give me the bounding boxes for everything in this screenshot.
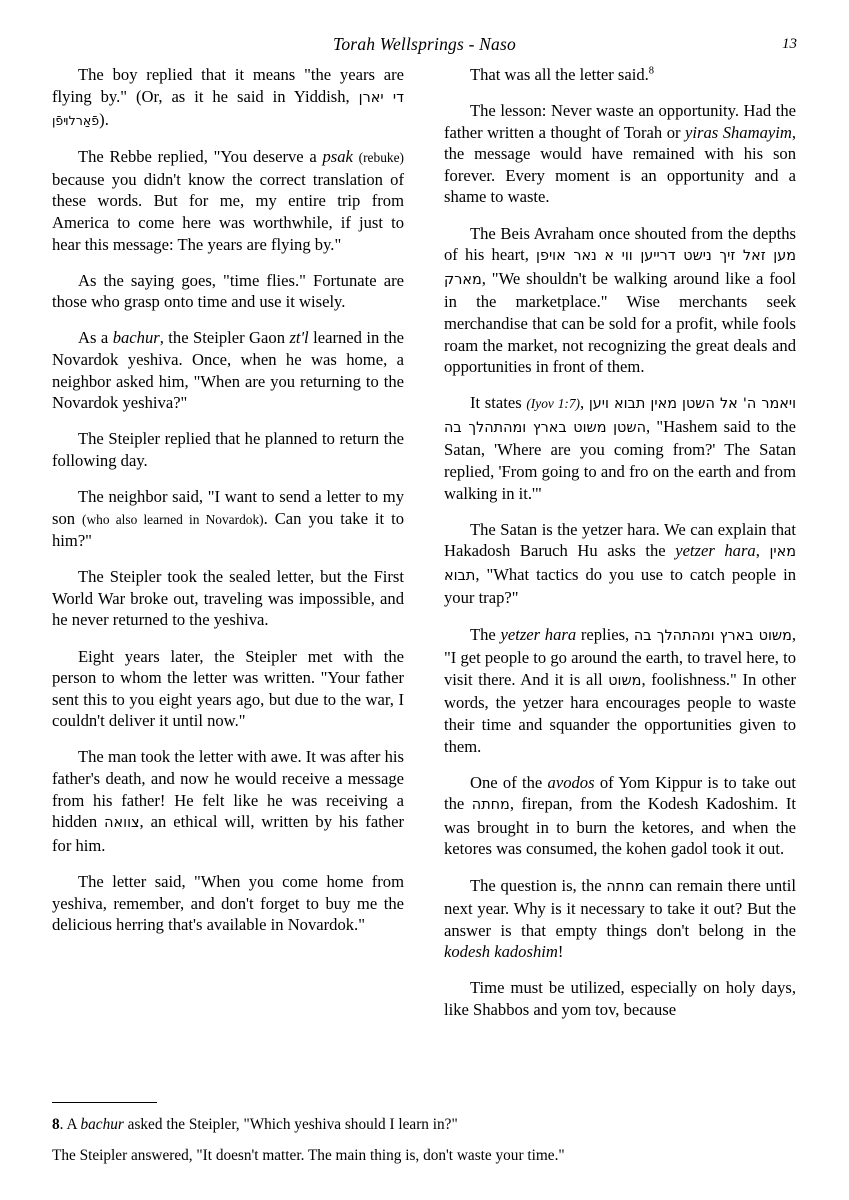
hebrew-text: מחתה: [471, 797, 510, 814]
hebrew-text: ויאמר ה' אל השטן מאין תבוא ויען השטן משוט בארץ ומהתהלך בה: [444, 396, 796, 436]
body-text: One of the: [470, 772, 548, 792]
footnote-number: 8: [52, 1116, 60, 1133]
parenthetical-text: (who also learned in Novardok): [82, 511, 264, 527]
hebrew-text: צוואה: [104, 815, 140, 832]
body-paragraph: [52, 566, 404, 631]
body-text: As the saying goes, "time flies." Fortunate are those who grasp onto time and use it wisely.: [52, 270, 404, 312]
body-text: ,: [755, 541, 770, 561]
body-text: The Steipler answered, "It doesn't matter. The main thing is, don't waste your time.": [52, 1147, 565, 1164]
emphasis-text: kodesh kadoshim: [444, 942, 558, 962]
page-header: [52, 30, 797, 64]
body-paragraph: [444, 977, 796, 1020]
body-text: , the Steipler Gaon: [159, 328, 290, 348]
body-text: Eight years later, the Steipler met with the person to whom the letter was written. "Your father sent this to you eight years ago, but due to the war, I couldn't deliver it until now.": [52, 646, 404, 731]
body-text: As a: [78, 328, 113, 348]
body-text: asked the Steipler, "Which yeshiva should I learn in?": [123, 1116, 458, 1133]
body-text: of Yom Kippur is to take out the: [444, 772, 796, 814]
parenthetical-text: (rebuke): [358, 150, 404, 166]
body-text: Time must be utilized, especially on holy days, like Shabbos and yom tov, because: [444, 978, 796, 1019]
footnote-paragraph: [52, 1115, 797, 1135]
emphasis-text: yiras Shamayim: [685, 122, 792, 142]
emphasis-text: avodos: [547, 772, 595, 792]
hebrew-text: מען זאל זיך נישט דרייען ווי א נאר אויפן מארק: [444, 248, 796, 288]
body-paragraph: [444, 875, 796, 963]
body-text: ).: [99, 110, 109, 130]
body-paragraph: [52, 146, 404, 255]
hebrew-text: משוט בארץ ומהתהלך בה: [633, 627, 792, 644]
body-paragraph: [444, 519, 796, 609]
footnote-paragraph: [52, 1146, 797, 1166]
body-text: replies,: [576, 624, 634, 644]
body-text: The Steipler replied that he planned to return the following day.: [52, 429, 404, 470]
body-text: The question is, the: [470, 875, 607, 895]
body-paragraph: [52, 486, 404, 552]
body-text: That was all the letter said.: [470, 65, 649, 84]
emphasis-text: zt'l: [289, 328, 309, 348]
body-text: . Can you take it to him?": [52, 508, 405, 551]
footnote-divider: [52, 1102, 157, 1103]
body-text: , firepan, from the Kodesh Kadoshim. It was brought in to burn the ketores, and when the ketores was consumed, the kohen gadol took it out.: [444, 794, 796, 859]
hebrew-text: משוט: [608, 672, 642, 689]
body-text: The neighbor said, "I want to send a letter to my son: [52, 487, 404, 528]
hebrew-text: מחתה: [606, 878, 645, 895]
body-columns: [52, 64, 797, 1049]
body-text: The Steipler took the sealed letter, but the First World War broke out, traveling was impossible, and he never returned to the yeshiva.: [52, 567, 404, 630]
body-text: , an ethical will, written by his father for him.: [52, 812, 405, 855]
left-column: [52, 64, 404, 1049]
body-text: learned in the Novardok yeshiva. Once, when he was home, a neighbor asked him, "When are you returning to the Novardok yeshiva?": [52, 328, 404, 413]
body-paragraph: [52, 871, 404, 936]
body-text: The: [470, 624, 501, 644]
page-number: 13: [782, 36, 797, 52]
body-text: The Satan is the yetzer hara. We can explain that Hakadosh Baruch Hu asks the: [444, 519, 796, 561]
source-citation: (Iyov 1:7): [526, 396, 581, 412]
body-text: because you didn't know the correct translation of these words. But for me, my entire trip from America to come here was worthwhile, if just to hear this message: The years are flying by.": [52, 169, 404, 254]
body-text: , "Hashem said to the Satan, 'Where are you coming from?' The Satan replied, 'From going to and fro on the earth and from walking in it.'": [444, 416, 796, 503]
emphasis-text: yetzer hara: [500, 624, 577, 644]
body-paragraph: [52, 327, 404, 413]
body-text: The boy replied that it means "the years are flying by." (Or, as it he said in Yiddish,: [52, 65, 404, 106]
body-paragraph: [52, 646, 404, 732]
hebrew-text: די יארן: [358, 89, 404, 106]
body-paragraph: [444, 223, 796, 378]
body-text: ,: [580, 393, 589, 413]
body-paragraph: [444, 64, 796, 86]
body-text: , foolishness." In other words, the yetzer hara encourages people to waste their time and squander the opportunities given to them.: [444, 669, 797, 756]
body-text: The Rebbe replied, "You deserve a: [78, 147, 323, 167]
book-title: Torah Wellsprings - Naso: [333, 34, 516, 54]
body-text: The man took the letter with awe. It was after his father's death, and now he would receive a message from his father! He felt like he was receiving a hidden: [52, 747, 404, 832]
body-paragraph: [52, 270, 404, 313]
body-text: The lesson: Never waste an opportunity. Had the father written a thought of Torah or: [444, 101, 796, 142]
body-paragraph: [444, 772, 796, 860]
body-paragraph: [444, 624, 796, 758]
body-text: , the message would have remained with his son forever. Every moment is an opportunity and a shame to waste.: [444, 122, 796, 207]
body-text: , "We shouldn't be walking around like a fool in the marketplace." Wise merchants seek merchandise that can be sold for a profit, while fools roam the market, not recognizing the great deals and opportunities in front of them.: [444, 268, 796, 377]
body-text: . A: [59, 1116, 81, 1133]
emphasis-text: bachur: [112, 328, 160, 348]
body-text: , "What tactics do you use to catch people in your trap?": [444, 564, 796, 608]
body-paragraph: [52, 64, 404, 132]
body-paragraph: [52, 746, 404, 856]
hebrew-text: פֿאַרלױפֿן: [52, 113, 100, 129]
body-text: can remain there until next year. Why is it necessary to take it out? But the answer is that empty things don't belong in the: [444, 875, 796, 940]
body-text: The Beis Avraham once shouted from the depths of his heart,: [444, 223, 796, 265]
emphasis-text: bachur: [80, 1116, 124, 1133]
body-text: , "I get people to go around the earth, to travel here, to visit there. And it is all: [444, 624, 796, 689]
footnote-list: [52, 1115, 797, 1166]
hebrew-text: מאין תבוא: [444, 544, 796, 584]
body-text: It states: [470, 393, 527, 413]
footnote-area: [52, 1102, 797, 1166]
footnote-marker: 8: [648, 65, 655, 77]
emphasis-text: yetzer hara: [675, 541, 756, 561]
body-paragraph: [444, 392, 796, 504]
right-column: [444, 64, 796, 1049]
body-paragraph: [444, 100, 796, 208]
body-text: !: [557, 942, 564, 962]
body-text: The letter said, "When you come home from yeshiva, remember, and don't forget to buy me the delicious herring that's available in Novardok.": [52, 871, 404, 935]
emphasis-text: psak: [322, 147, 353, 167]
body-paragraph: [52, 428, 404, 471]
